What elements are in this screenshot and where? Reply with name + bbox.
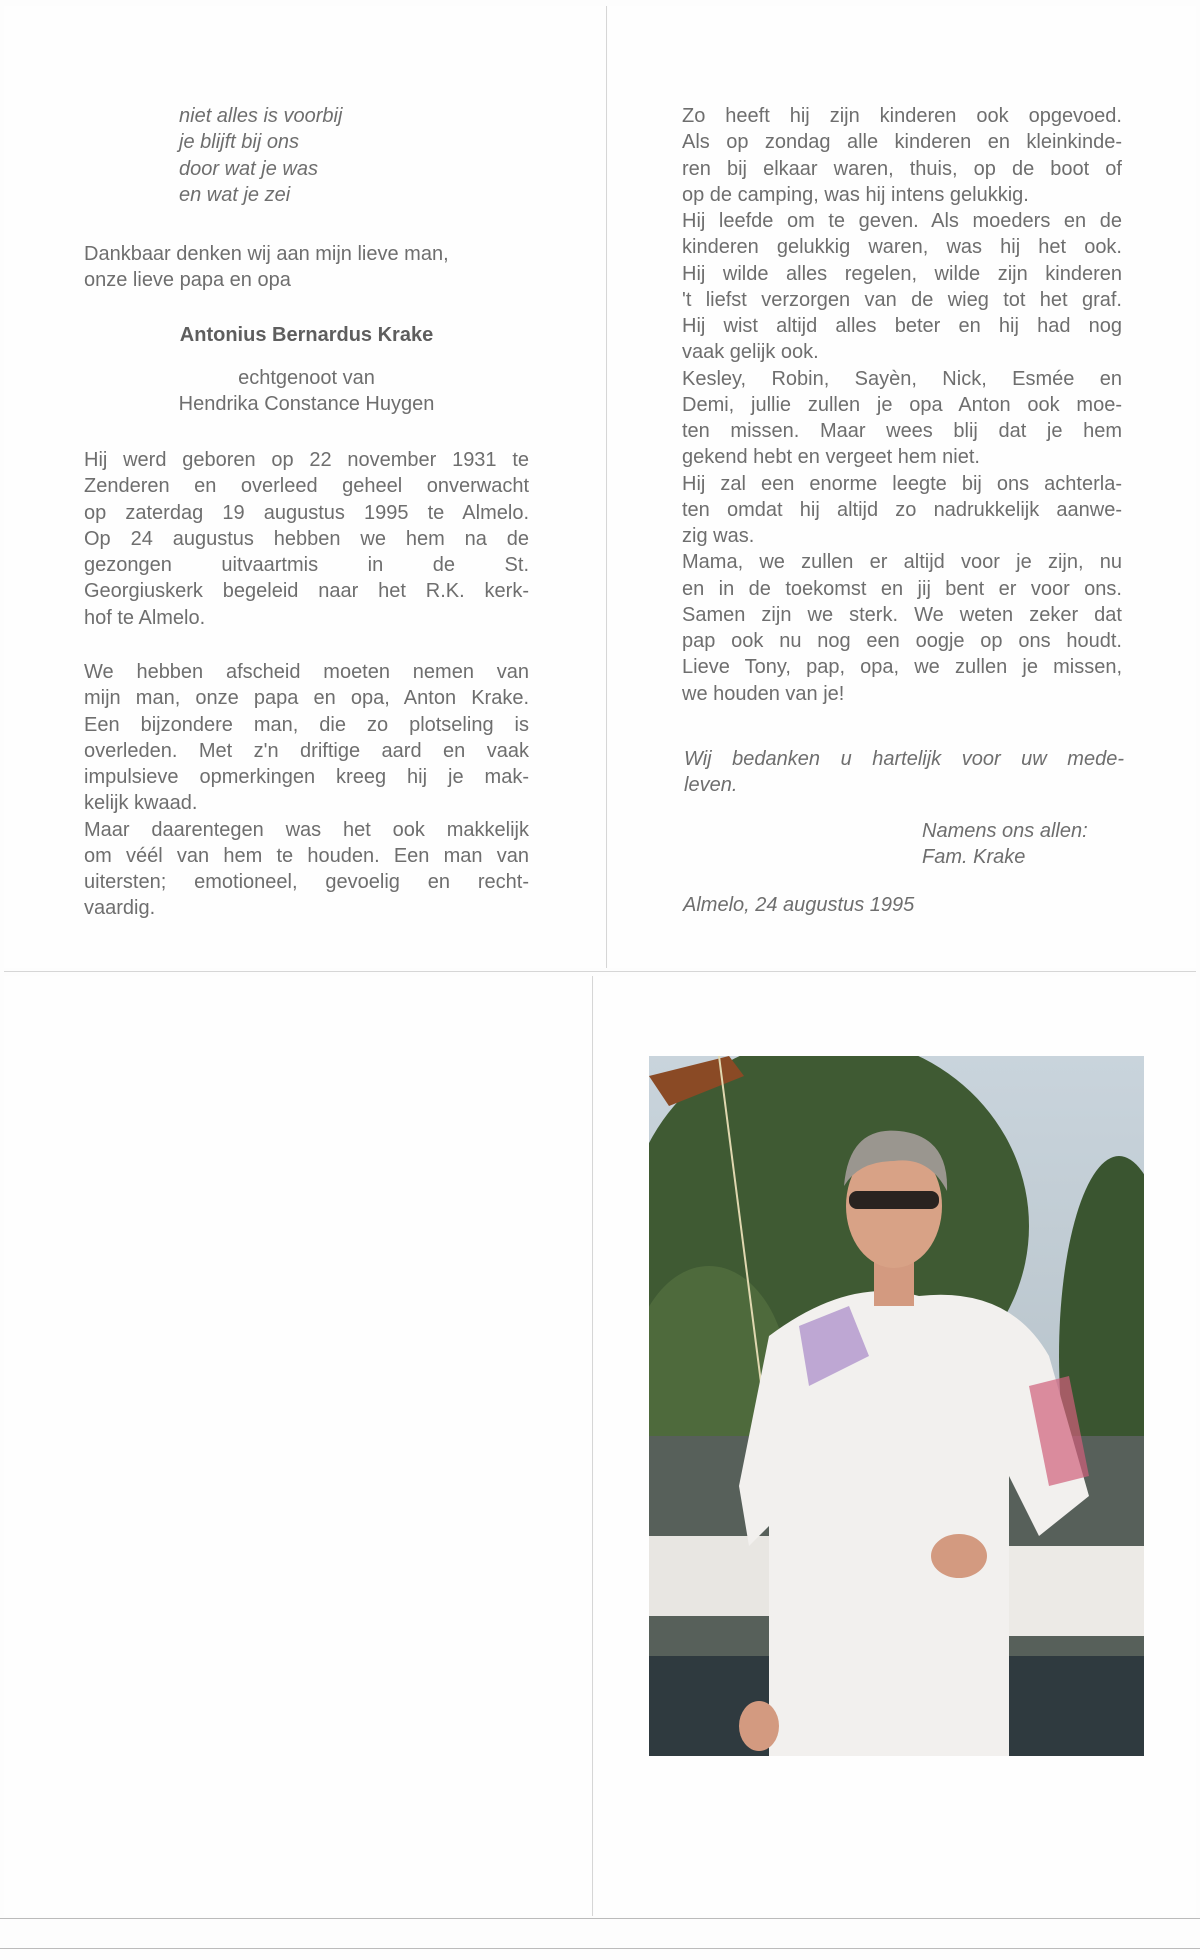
text-line: Hij zal een enorme leegte bij ons achterla- xyxy=(682,472,1122,495)
signature xyxy=(922,818,1088,871)
text-line: op de camping, was hij intens gelukkig. xyxy=(682,183,1029,206)
text-line: Namens ons allen: xyxy=(922,820,1088,842)
text-line: ten missen. Maar wees blij dat je hem xyxy=(682,420,1122,442)
text-line: Als op zondag alle kinderen en kleinkinde- xyxy=(682,131,1122,154)
fold-line xyxy=(606,6,607,968)
text-line: Zo heeft hij zijn kinderen ook opgevoed. xyxy=(682,105,1122,127)
text-line: we houden van je! xyxy=(682,682,845,705)
intro-text xyxy=(84,241,449,294)
memories-paragraph xyxy=(682,103,1122,707)
text-line: pap ook nu nog een oogje op ons houdt. xyxy=(682,630,1122,652)
text-line: hof te Almelo. xyxy=(84,606,206,629)
deceased-name xyxy=(84,322,529,348)
text-line: leven. xyxy=(684,774,738,797)
text-line: Samen zijn we sterk. We weten zeker dat xyxy=(682,603,1122,626)
text-line: Een bijzondere man, die zo plotseling is xyxy=(84,713,529,736)
text-line: onze lieve papa en opa xyxy=(84,269,291,292)
text-line: vaak gelijk ook. xyxy=(682,341,819,364)
card-page-bottom-left xyxy=(4,976,592,1916)
text-line: om véél van hem te houden. Een man van xyxy=(84,844,529,867)
text-line: ten omdat hij altijd zo nadrukkelijk aanwe- xyxy=(682,498,1122,521)
portrait-image xyxy=(649,1056,1144,1756)
text-line: uitersten; emotioneel, gevoelig en recht- xyxy=(84,871,529,893)
text-line: zig was. xyxy=(682,525,755,547)
text-line: Demi, jullie zullen je opa Anton ook moe- xyxy=(682,393,1122,416)
text-line: en in de toekomst en jij bent er voor ons. xyxy=(682,577,1122,600)
text-line: impulsieve opmerkingen kreeg hij je mak- xyxy=(84,766,529,788)
text-line: Georgiuskerk begeleid naar het R.K. kerk- xyxy=(84,580,529,603)
text-line: Mama, we zullen er altijd voor je zijn, nu xyxy=(682,551,1122,574)
poem xyxy=(179,103,342,208)
text-line: echtgenoot van xyxy=(238,367,375,389)
text-line: op zaterdag 19 augustus 1995 te Almelo. xyxy=(84,501,529,524)
name-text: Antonius Bernardus Krake xyxy=(179,324,434,346)
text-line: Fam. Krake xyxy=(922,846,1026,869)
text-line: en wat je zei xyxy=(179,183,291,206)
text-line: Maar daarentegen was het ook makkelijk xyxy=(84,818,529,841)
fold-line xyxy=(4,971,1196,972)
text-line: overleden. Met z'n driftige aard en vaak xyxy=(84,739,529,762)
text-line: kelijk kwaad. xyxy=(84,792,198,815)
text-line: gekend hebt en vergeet hem niet. xyxy=(682,446,980,469)
text-line: Hij wist altijd alles beter en hij had nog xyxy=(682,315,1122,337)
spouse-text xyxy=(84,365,529,418)
text-line: door wat je was xyxy=(179,157,318,180)
text-line: ren bij elkaar waren, thuis, op de boot of xyxy=(682,157,1122,180)
portrait-photo xyxy=(649,1056,1144,1756)
farewell-paragraph xyxy=(84,659,529,922)
text-line: Kesley, Robin, Sayèn, Nick, Esmée en xyxy=(682,367,1122,390)
text-line: Hij leefde om te geven. Als moeders en de xyxy=(682,210,1122,232)
text-line: Lieve Tony, pap, opa, we zullen je missen, xyxy=(682,656,1122,679)
text-line: 't liefst verzorgen van de wieg tot het graf. xyxy=(682,288,1122,311)
text-line: Wij bedanken u hartelijk voor uw mede- xyxy=(684,748,1124,770)
text-line: kinderen gelukkig waren, was hij het ook. xyxy=(682,236,1122,259)
text-line: gezongen uitvaartmis in de St. xyxy=(84,554,529,576)
text-line: Hendrika Constance Huygen xyxy=(178,393,435,416)
text-line: niet alles is voorbij xyxy=(179,105,343,127)
text-line: je blijft bij ons xyxy=(179,131,300,154)
text-line: Hij wilde alles regelen, wilde zijn kinderen xyxy=(682,262,1122,285)
text-line: Zenderen en overleed geheel onverwacht xyxy=(84,475,529,498)
thanks-text xyxy=(684,746,1124,799)
text-line: Hij werd geboren op 22 november 1931 te xyxy=(84,449,529,471)
fold-line xyxy=(592,976,593,1916)
text-line: vaardig. xyxy=(84,897,156,920)
place-date-text: Almelo, 24 augustus 1995 xyxy=(683,894,915,916)
place-date xyxy=(683,892,914,918)
text-line: mijn man, onze papa en opa, Anton Krake. xyxy=(84,687,529,710)
fold-line xyxy=(0,1918,1200,1919)
fold-line xyxy=(0,1948,1200,1949)
text-line: We hebben afscheid moeten nemen van xyxy=(84,661,529,683)
biography-paragraph xyxy=(84,447,529,631)
text-line: Op 24 augustus hebben we hem na de xyxy=(84,527,529,550)
text-line: Dankbaar denken wij aan mijn lieve man, xyxy=(84,243,449,265)
